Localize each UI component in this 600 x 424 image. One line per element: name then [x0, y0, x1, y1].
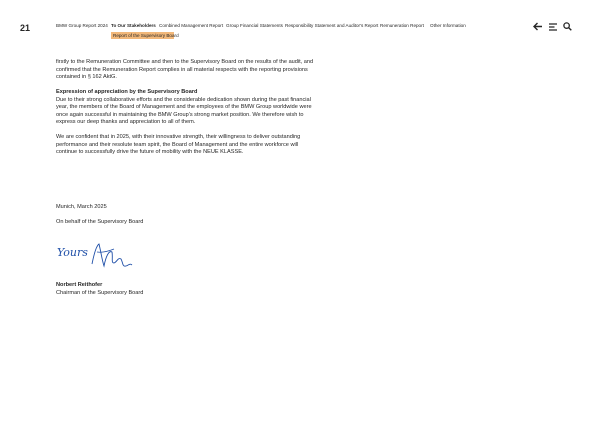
nav-item-responsibility-statement[interactable]: Responsibility Statement and Auditor's Report [285, 23, 379, 28]
signature-text: Yours [57, 246, 88, 259]
paragraph-appreciation [56, 89, 316, 127]
signature [56, 232, 136, 281]
nav-item-management-report[interactable]: Combined Management Report [159, 23, 224, 28]
sub-tab-supervisory-board[interactable]: Report of the Supervisory Board [113, 33, 179, 38]
signer-name: Norbert Reithofer [56, 282, 103, 288]
nav-item-remuneration-report[interactable]: Remuneration Report [380, 23, 424, 28]
paragraph-confidence: We are confident that in 2025, with their innovative strength, their willingness to deliver outstanding performance and their resolute team spirit, the Board of Management and the entire workforce will continue to successfully drive the future of mobility with the NEUE KLASSE. [56, 134, 301, 155]
menu-icon[interactable] [549, 23, 557, 31]
paragraph-appreciation-text: Due to their strong collaborative efforts and the considerable dedication shown during the past financial year, the members of the Board of Management and the employees of the BMW Group worldwide were once again successful in maintaining the BMW Group's strong market position. We therefore wish to express our deep thanks and appreciation to all of them. [56, 96, 312, 125]
search-icon[interactable] [563, 22, 572, 31]
nav-item-stakeholders[interactable]: To Our Stakeholders [111, 23, 156, 28]
nav-item-financial-statements[interactable]: Group Financial Statements [226, 23, 283, 28]
report-body [56, 59, 316, 164]
page-number: 21 [20, 23, 31, 33]
paragraph-audit-results: firstly to the Remuneration Committee and then to the Supervisory Board on the results of the audit, and confirmed that the Remuneration Report complies in all material respects with the reporting provisions contained in § 162 AktG. [56, 59, 314, 80]
top-navigation [56, 23, 470, 29]
on-behalf-text: On behalf of the Supervisory Board [56, 219, 144, 225]
nav-item-report[interactable]: BMW Group Report 2024 [56, 23, 108, 28]
back-arrow-icon[interactable] [533, 22, 543, 31]
section-heading: Expression of appreciation by the Supervisory Board [56, 89, 198, 95]
nav-item-other-information[interactable]: Other Information [430, 23, 466, 28]
toolbar-icons [533, 22, 578, 31]
closing-date: Munich, March 2025 [56, 204, 107, 210]
signer-title: Chairman of the Supervisory Board [56, 290, 144, 296]
